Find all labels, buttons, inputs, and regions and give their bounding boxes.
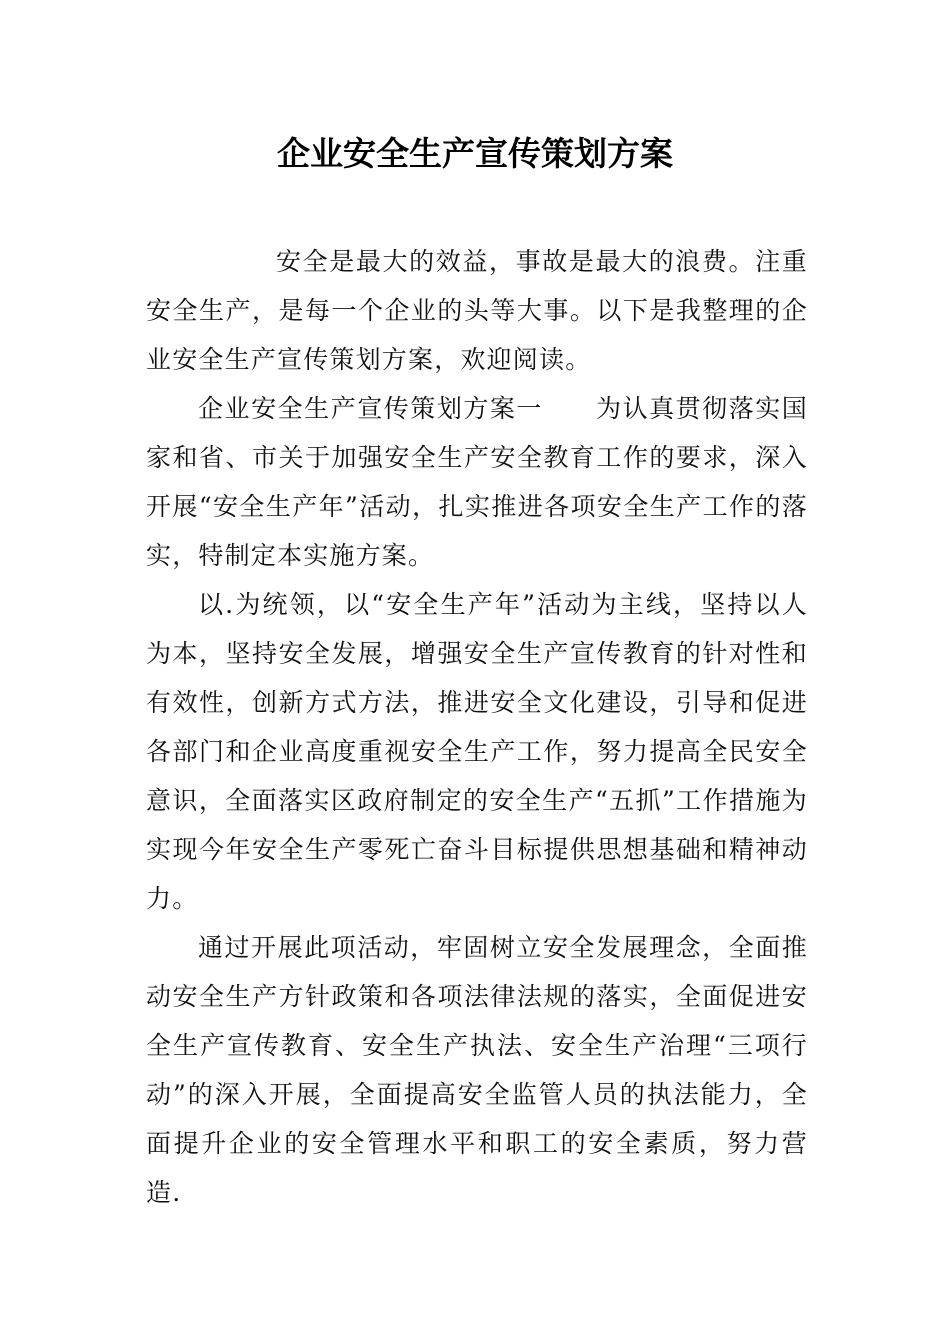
document-body	[146, 237, 808, 1217]
paragraph-guiding-principle: 以.为统领，以“安全生产年”活动为主线，坚持以人为本，坚持安全发展，增强安全生产宣传教育的针对性和有效性，创新方式方法，推进安全文化建设，引导和促进各部门和企业高度重视安全生产工作，努力提高全民安全意识，全面落实区政府制定的安全生产“五抓”工作措施为实现今年安全生产零死亡奋斗目标提供思想基础和精神动力。	[146, 590, 808, 913]
paragraph-intro: 安全是最大的效益，事故是最大的浪费。注重安全生产，是每一个企业的头等大事。以下是我整理的企业安全生产宣传策划方案，欢迎阅读。	[146, 247, 808, 374]
paragraph-objectives: 通过开展此项活动，牢固树立安全发展理念，全面推动安全生产方针政策和各项法律法规的落实，全面促进安全生产宣传教育、安全生产执法、安全生产治理“三项行动”的深入开展，全面提高安全监管人员的执法能力，全面提升企业的安全管理水平和职工的安全素质，努力营造.	[146, 933, 808, 1207]
paragraph-plan-one: 企业安全生产宣传策划方案一 为认真贯彻落实国家和省、市关于加强安全生产安全教育工作的要求，深入开展“安全生产年”活动，扎实推进各项安全生产工作的落实，特制定本实施方案。	[146, 394, 808, 570]
document-title: 企业安全生产宣传策划方案	[277, 134, 673, 173]
